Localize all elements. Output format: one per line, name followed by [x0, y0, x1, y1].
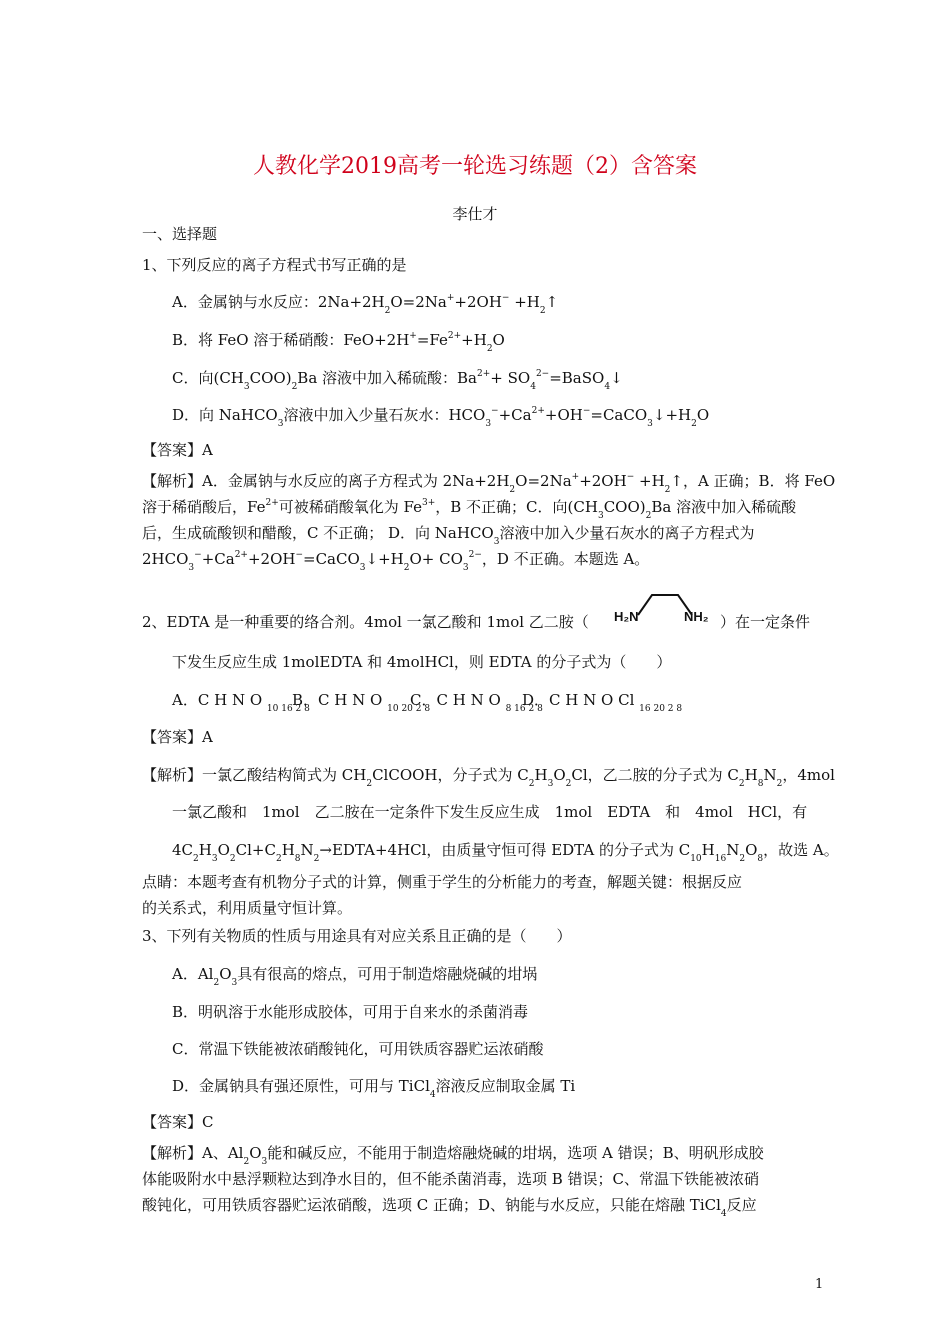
q1-explanation-line3: 后，生成硫酸钡和醋酸，C 不正确； D．向 NaHCO$_3$溶液中加入少量石灰水的离子方程式为 [142, 524, 755, 547]
q1-option-a: A．金属钠与水反应：$2Na+2H_2O=2Na^++2OH^-$ $+H_2↑$ [172, 293, 559, 316]
q2-option-c: C．C H N O $_{8 16 2 8}$ [410, 691, 543, 714]
document-title: 人教化学2019高考一轮选习练题（2）含答案 [253, 154, 697, 179]
q2-stem-part1: 2、EDTA 是一种重要的络合剂。4mol 一氯乙酸和 1mol 乙二胺（ [142, 613, 589, 631]
q1-option-c: C．向$(CH_3COO)_2Ba$ 溶液中加入稀硫酸：$Ba^{2+}+$ $SO_4^{2-}=BaSO_4↓$ [172, 369, 623, 392]
q3-stem: 3、下列有关物质的性质与用途具有对应关系且正确的是（ ） [142, 927, 572, 945]
q1-explanation-line1: 【解析】A．金属钠与水反应的离子方程式为 $2Na+2H_2O=2Na^++2OH^-$ $+H_2↑$，A 正确；B．将 FeO [142, 472, 836, 495]
q3-explanation-line2: 体能吸附水中悬浮颗粒达到净水目的，但不能杀菌消毒，选项 B 错误；C、常温下铁能被浓硝 [142, 1170, 760, 1188]
q2-explanation-line2: 一氯乙酸和 1mol 乙二胺在一定条件下发生反应生成 1mol EDTA 和 4mol HCl，有 [172, 803, 808, 821]
q3-option-b: B．明矾溶于水能形成胶体，可用于自来水的杀菌消毒 [172, 1003, 529, 1021]
amine-left-label: H₂N [614, 609, 639, 624]
amine-right-label: NH₂ [684, 609, 709, 624]
q3-option-a: A．$Al_2O_3$具有很高的熔点，可用于制造熔融烧碱的坩埚 [172, 965, 538, 988]
q3-option-d: D．金属钠具有强还原性，可用与 TiCl$_4$溶液反应制取金属 Ti [172, 1077, 576, 1100]
q1-answer: 【答案】A [142, 441, 213, 459]
q3-explanation-line1: 【解析】A、$Al_2O_3$能和碱反应，不能用于制造熔融烧碱的坩埚，选项 A 错误；B、明矾形成胶 [142, 1144, 764, 1167]
q2-stem-part2: ）在一定条件 [720, 613, 811, 631]
q1-option-d: D．向 NaHCO$_3$溶液中加入少量石灰水：$HCO_3^-+Ca^{2+}+OH^-=CaCO_3↓+H_2O$ [172, 406, 710, 429]
q1-option-b: B．将 FeO 溶于稀硝酸：$FeO+2H^+=Fe^{2+}+H_2O$ [172, 331, 505, 354]
q1-explanation-line2: 溶于稀硝酸后，$Fe^{2+}$可被稀硝酸氧化为 $Fe^{3+}$，B 不正确；C．向$(CH_3COO)_2Ba$ 溶液中加入稀硫酸 [142, 498, 797, 521]
q2-stem-part3: 下发生反应生成 1molEDTA 和 4molHCl，则 EDTA 的分子式为（ ） [172, 653, 672, 671]
q2-option-b: B．C H N O $_{10 20 2 8}$ [292, 691, 431, 714]
q2-explanation-line1: 【解析】一氯乙酸结构简式为 $CH_2ClCOOH$，分子式为 $C_2H_3O_2Cl$，乙二胺的分子式为 $C_2H_8N_2$，4mol [142, 766, 835, 789]
q3-option-c: C．常温下铁能被浓硝酸钝化，可用铁质容器贮运浓硝酸 [172, 1040, 544, 1058]
author: 李仕才 [452, 205, 498, 223]
q2-option-a: A．C H N O $_{10 16 2 8}$ [172, 691, 310, 714]
ethylenediamine-structure-image [612, 589, 720, 633]
q2-answer: 【答案】A [142, 728, 213, 746]
q2-explanation-line3: $4C_2H_3O_2Cl+C_2H_8N_2\to EDTA+4HCl$，由质量守恒可得 EDTA 的分子式为 $C_{10}H_{16}N_2O_8$，故选 A。 [172, 841, 839, 864]
q1-explanation-line4: $2HCO_3^-+Ca^{2+}+2OH^-=CaCO_3↓+H_2O+ CO_3^{2-}$，D 不正确。本题选 A。 [142, 550, 650, 573]
q1-stem: 1、下列反应的离子方程式书写正确的是 [142, 256, 407, 274]
q2-option-d: D．C H N O Cl $_{16 20 2 8}$ [522, 691, 683, 714]
q2-note-line2: 的关系式，利用质量守恒计算。 [142, 899, 353, 917]
q3-answer: 【答案】C [142, 1113, 214, 1131]
q2-note-line1: 点睛：本题考查有机物分子式的计算，侧重于学生的分析能力的考查，解题关键：根据反应 [142, 873, 743, 891]
page-number: 1 [815, 1277, 824, 1292]
q3-explanation-line3: 酸钝化，可用铁质容器贮运浓硝酸，选项 C 正确；D、钠能与水反应，只能在熔融 TiCl$_4$反应 [142, 1196, 757, 1219]
section-heading: 一、选择题 [142, 225, 218, 243]
